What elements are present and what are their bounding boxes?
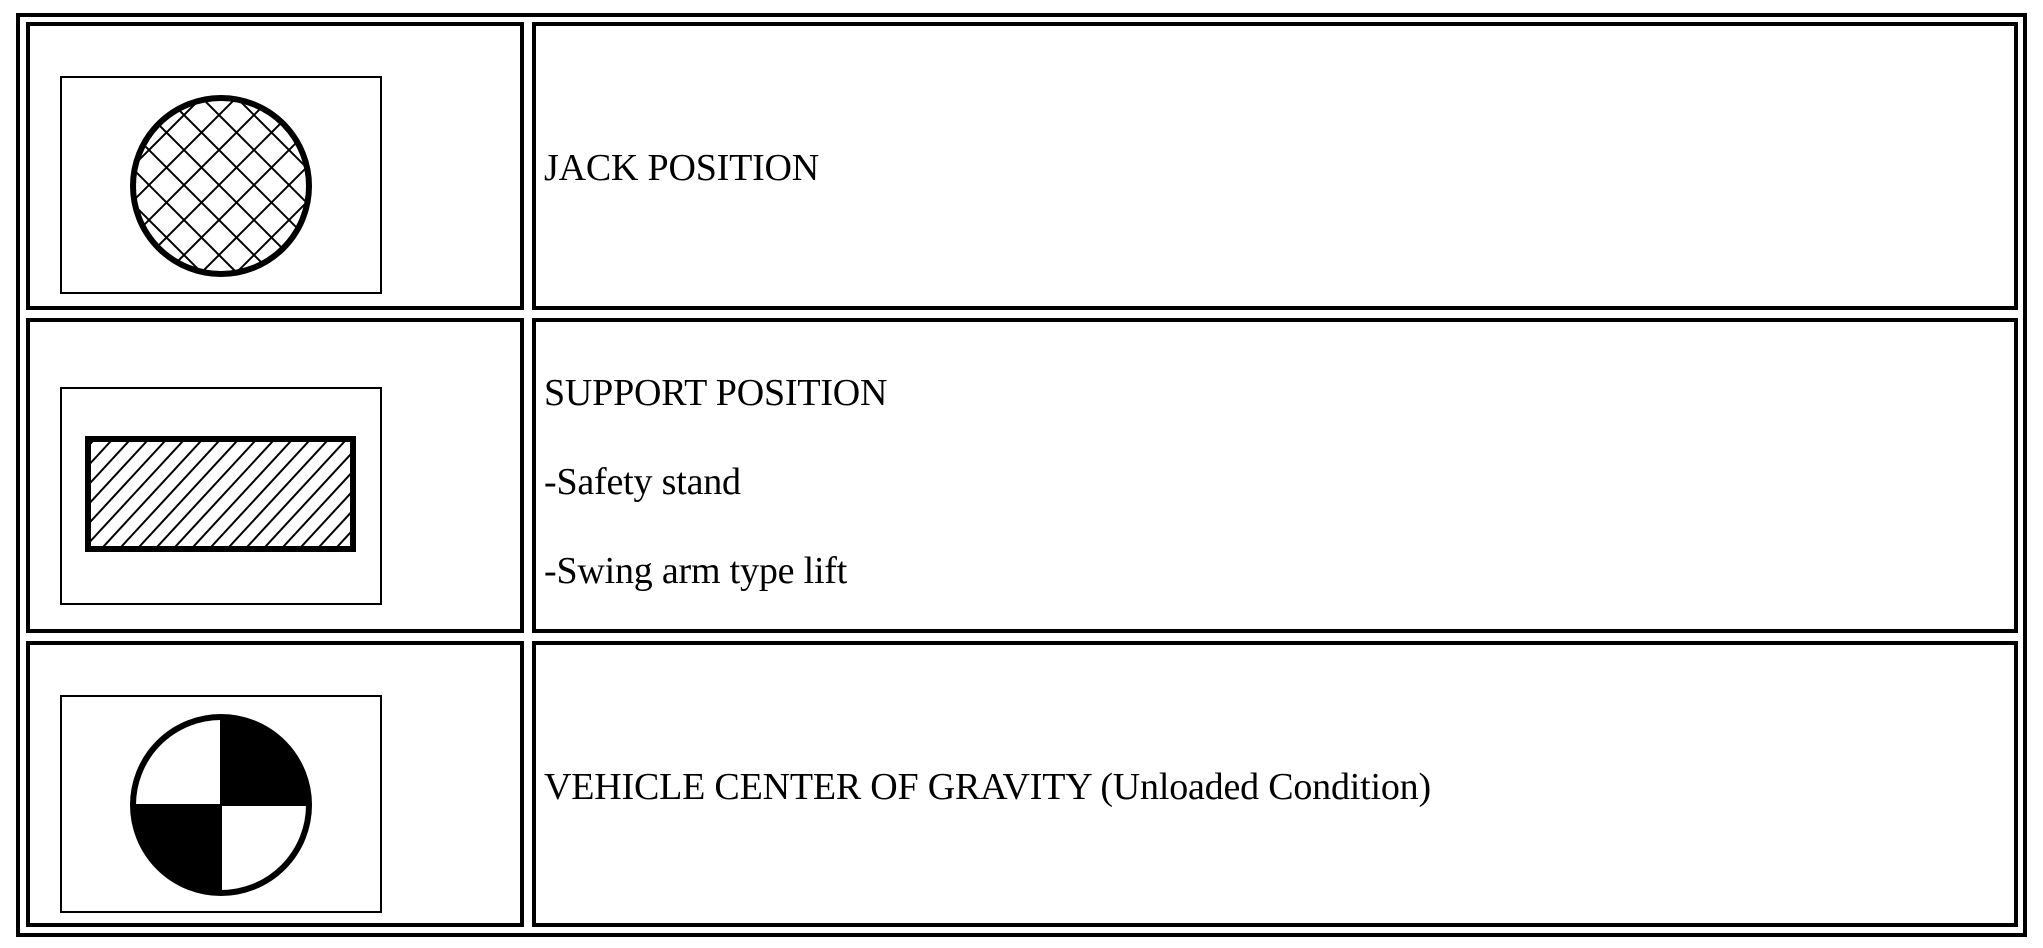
hatch-line	[110, 429, 230, 559]
hatch-line	[218, 429, 338, 559]
crosshatch-line	[112, 78, 326, 292]
hatch-line	[182, 429, 302, 559]
center-of-gravity-quartered-circle-icon	[62, 697, 380, 911]
crosshatch-line	[62, 78, 116, 292]
support-position-text-cell	[532, 318, 2018, 633]
crosshatch-line	[62, 78, 81, 292]
crosshatch-line	[62, 78, 256, 292]
support-position-label: SUPPORT POSITION	[544, 372, 888, 414]
crosshatch-line	[357, 78, 380, 292]
crosshatch-line	[62, 78, 151, 292]
center-of-gravity-label: VEHICLE CENTER OF GRAVITY (Unloaded Condition)	[544, 766, 1431, 808]
crosshatch-line	[62, 78, 81, 292]
crosshatch-line	[62, 78, 221, 292]
crosshatch-line	[287, 78, 380, 292]
jack-position-icon-frame	[60, 76, 382, 294]
crosshatch-line	[62, 78, 116, 292]
crosshatch-line	[217, 78, 380, 292]
crosshatch-line	[62, 78, 151, 292]
crosshatch-line	[62, 78, 221, 292]
hatch-line	[62, 429, 86, 559]
support-position-hatched-rectangle-icon	[62, 389, 380, 603]
jack-position-text-cell	[532, 22, 2018, 310]
support-position-icon-frame	[60, 387, 382, 605]
jack-position-crosshatched-circle-icon	[62, 78, 380, 292]
hatch-line	[146, 429, 266, 559]
hatch-line	[164, 429, 284, 559]
center-of-gravity-icon-cell	[26, 641, 524, 927]
hatch-line	[62, 429, 68, 559]
crosshatch-line	[62, 78, 186, 292]
support-position-icon-cell	[26, 318, 524, 633]
crosshatch-line	[322, 78, 380, 292]
jack-position-icon-cell	[26, 22, 524, 310]
hatch-line	[290, 429, 380, 559]
crosshatch-line	[62, 78, 256, 292]
crosshatch-line	[182, 78, 380, 292]
crosshatch-line	[357, 78, 380, 292]
crosshatch-line	[62, 78, 186, 292]
crosshatch-line	[287, 78, 380, 292]
support-item-swing-arm-lift: -Swing arm type lift	[544, 550, 848, 592]
hatch-line	[74, 429, 194, 559]
support-item-safety-stand: -Safety stand	[544, 461, 741, 503]
hatch-line	[200, 429, 320, 559]
center-of-gravity-icon-frame	[60, 695, 382, 913]
center-of-gravity-text-cell	[532, 641, 2018, 927]
hatch-line	[362, 429, 380, 559]
hatch-line	[62, 429, 176, 559]
hatch-line	[128, 429, 248, 559]
hatch-line	[92, 429, 212, 559]
hatch-line	[236, 429, 356, 559]
jack-position-label: JACK POSITION	[544, 147, 820, 189]
crosshatch-line	[182, 78, 380, 292]
crosshatch-line	[217, 78, 380, 292]
crosshatch-line	[322, 78, 380, 292]
